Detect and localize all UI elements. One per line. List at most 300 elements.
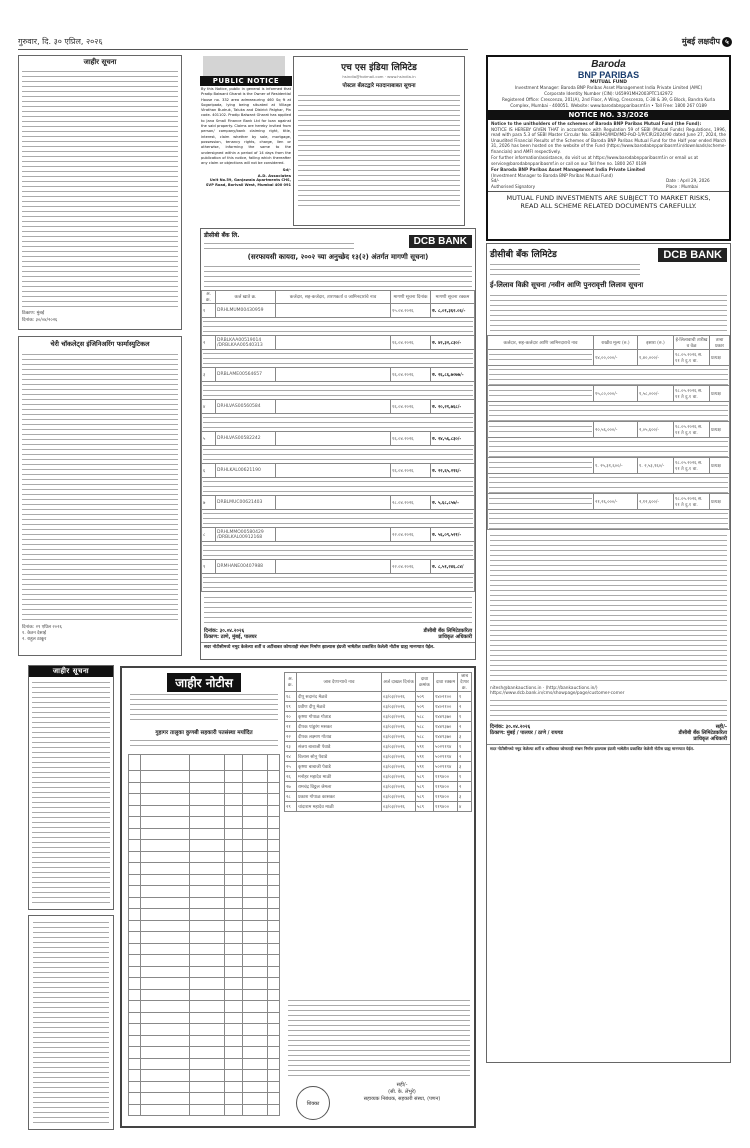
table-cell	[141, 909, 190, 921]
property-address	[488, 402, 730, 422]
table-cell	[243, 886, 267, 898]
jahir-notice-body	[288, 998, 470, 1078]
table-cell	[141, 840, 190, 852]
table-cell	[129, 771, 141, 783]
cell-name: चांदाराम महादेव माळी	[297, 802, 382, 812]
property-address	[488, 366, 730, 386]
table-row	[129, 874, 280, 886]
authorised-signatory: Authorised Signatory	[491, 183, 536, 189]
table-cell	[267, 943, 279, 955]
table-cell	[190, 1058, 225, 1070]
table-cell	[141, 794, 190, 806]
col-header: अ. क्र.	[285, 673, 297, 692]
jahir-notice-officer-title: सहाय्यक निबंधक, सहकारी संस्था, (पणन)	[363, 1096, 441, 1102]
table-cell	[243, 794, 267, 806]
table-cell	[141, 1047, 190, 1059]
auction-footer: सदर नोटीसीमध्ये नमूद केलेल्या शर्ती व अटींबाबत कोणताही संभ्रम निर्माण झाल्यास इंग्रजी भाषेतील प्रकाशित केलेली नोटीस ग्राह्य मानण्यात येईल.	[487, 744, 730, 753]
notice-number: NOTICE NO. 33/2026	[488, 110, 729, 120]
table-row	[202, 528, 475, 542]
account-number: DRHLVAS00582242	[216, 432, 276, 446]
cell-amount: १४०२१००	[434, 692, 458, 702]
auction-datetime: १८.०५.२०२६ स. ११ ते दु.१ वा.	[674, 458, 710, 474]
baroda-logo-top: Baroda	[591, 59, 626, 70]
dcb-officer: प्राधिकृत अधिकारी	[438, 634, 472, 640]
table-cell	[224, 1081, 242, 1093]
paper-title: मुंबई लक्षदीप	[681, 37, 720, 46]
dcb-right-title: डीसीबी बँक लिमिटेड	[490, 250, 557, 260]
table-row	[285, 712, 472, 722]
baroda-bnp-notice	[486, 55, 731, 241]
jahir-notice-sub	[130, 738, 278, 748]
table-row	[129, 966, 280, 978]
property-address	[202, 574, 475, 592]
reserve-price: १५,८०,०००/-	[594, 386, 638, 402]
borrower-names	[488, 350, 594, 366]
hs-india-subtitle: पोस्टल बॅलटद्वारे मतदानाबाबत सूचना	[342, 83, 416, 89]
jahir-suchna-notice-1	[18, 55, 182, 330]
table-header-row	[285, 673, 472, 692]
jahir-notice-sd: सही/-	[396, 1082, 408, 1088]
notice-body: NOTICE IS HEREBY GIVEN THAT in accordance with Regulation 59 of SEBI (Mutual Funds) Regulations, 1996, read with para 5.3 of SEBI Master Circular No. SEBI/HO/IMD/IMD-PoD-1/P/CIR/2024/90 dated June 27, 2024, the Unaudited Financial Results of the Schemes of Baroda BNP Paribas Mutual Fund for the Half year ended March 31, 2026 has been hosted on the website of the Fund (https://www.barodabnpparibasmf.in/downloads/scheme-financials) and AMFI respectively.	[491, 126, 726, 154]
table-cell	[141, 955, 190, 967]
jahir-notice-section: गुहागर तालुका कुणबी सहकारी पतसंस्था मर्यादित	[155, 730, 253, 736]
table-cell	[224, 1058, 242, 1070]
col-header: अ. क्र.	[202, 291, 216, 304]
account-number: DRMHANE00407988	[216, 560, 276, 574]
table-row	[129, 897, 280, 909]
table-row	[129, 1070, 280, 1082]
reserve-price: १४,००,०००/-	[594, 350, 638, 366]
table-cell	[190, 989, 225, 1001]
contact-email[interactable]: nitesh@bankauctions.in	[490, 686, 542, 691]
table-cell	[243, 1058, 267, 1070]
table-cell	[190, 1047, 225, 1059]
table-cell	[224, 932, 242, 944]
cell-name: विलास सोनू पेवाडे	[297, 752, 382, 762]
table-cell	[141, 1035, 190, 1047]
dcb-demand-notice	[200, 228, 476, 660]
table-cell	[190, 966, 225, 978]
col-header: मागणी सूचना रक्कम	[431, 291, 475, 304]
table-row	[202, 304, 475, 318]
property-address	[488, 510, 730, 530]
table-row	[285, 792, 472, 802]
table-cell	[267, 920, 279, 932]
table-cell	[224, 794, 242, 806]
left-respondents-table	[128, 754, 280, 1116]
public-notice	[200, 76, 292, 226]
table-cell	[267, 874, 279, 886]
dcb-demand-title: (सरफायसी कायदा, २००२ च्या अनुच्छेद १३(२) अंतर्गत मागणी सूचना)	[247, 253, 429, 261]
borrower-names	[276, 560, 391, 574]
table-cell	[129, 1047, 141, 1059]
table-cell	[129, 920, 141, 932]
cell-amount: ११९४००	[434, 792, 458, 802]
table-cell	[224, 1047, 242, 1059]
jahir-notice-header-text	[130, 692, 278, 724]
table-cell	[267, 989, 279, 1001]
table-cell	[190, 863, 225, 875]
cell-amount: ११९४००	[434, 782, 458, 792]
auction-datetime: १८.०५.२०२६ स. ११ ते दु.१ वा.	[674, 422, 710, 438]
table-cell	[190, 1001, 225, 1013]
address-row	[488, 510, 730, 530]
address-row	[202, 318, 475, 336]
table-cell	[224, 1104, 242, 1116]
col-header: कर्ज खाते क्र.	[216, 291, 276, 304]
table-cell	[224, 1001, 242, 1013]
notice-date: १६.०४.२०२६	[391, 336, 431, 350]
table-cell	[267, 1093, 279, 1105]
issue-date: गुरुवार, दि. ३० एप्रिल, २०२६	[18, 37, 103, 46]
table-cell	[141, 828, 190, 840]
auction-datetime: १८.०५.२०२६ स. ११ ते दु.१ वा.	[674, 350, 710, 366]
dcb-auction-notice	[486, 243, 731, 1063]
table-cell	[129, 1093, 141, 1105]
table-row	[129, 932, 280, 944]
borrower-names	[276, 304, 391, 318]
table-cell	[190, 1070, 225, 1082]
cell-claim: ५८९	[416, 792, 434, 802]
notice-heading: Notice to the unitholders of the schemes of Baroda BNP Paribas Mutual Fund (the Fund):	[491, 121, 702, 126]
table-cell	[129, 794, 141, 806]
cell-no: २८	[285, 792, 297, 802]
table-row	[285, 772, 472, 782]
cell-resp: ४	[458, 802, 472, 812]
table-cell	[243, 874, 267, 886]
notice-date: Date : April 29, 2026	[666, 178, 710, 183]
table-row	[129, 794, 280, 806]
property-address	[202, 414, 475, 432]
paper-name	[682, 36, 732, 47]
dcb-bank-signoff: डीसीबी बँक लिमिटेडकरिता	[423, 628, 472, 634]
table-cell	[129, 1081, 141, 1093]
possession-type: प्रत्यक्ष	[710, 494, 730, 510]
table-cell	[190, 1081, 225, 1093]
col-header: दावा रक्कम	[434, 673, 458, 692]
cell-resp: २	[458, 752, 472, 762]
table-row	[129, 1012, 280, 1024]
public-notice-signatory: A.D. Associates	[257, 172, 291, 178]
table-cell	[129, 955, 141, 967]
page-number: ५	[722, 37, 732, 47]
table-cell	[267, 1104, 279, 1116]
dcb-demand-closing-text	[204, 595, 472, 625]
table-cell	[243, 1012, 267, 1024]
cell-date: ०३/०३/२०२६	[382, 772, 416, 782]
disclaimer-line-2: READ ALL SCHEME RELATED DOCUMENTS CAREFULLY.	[520, 202, 697, 210]
cell-name: दीपू सदानंद मेळवे	[297, 692, 382, 702]
cell-amount: ५०२९११४	[434, 762, 458, 772]
table-row	[488, 386, 730, 402]
notice-date: १६.०४.२०२६	[391, 368, 431, 382]
col-header	[267, 755, 279, 771]
table-row	[129, 909, 280, 921]
table-cell	[267, 817, 279, 829]
cell-resp: २	[458, 702, 472, 712]
table-row	[202, 432, 475, 446]
table-cell	[267, 828, 279, 840]
table-row	[285, 782, 472, 792]
table-cell	[129, 851, 141, 863]
table-row	[129, 805, 280, 817]
table-row	[129, 943, 280, 955]
table-cell	[224, 840, 242, 852]
table-row	[129, 851, 280, 863]
col-header: अर्ज दाखल दिनांक	[382, 673, 416, 692]
dcb-footer: सदर नोटीसीमध्ये नमूद केलेल्या शर्ती व अटींबाबत कोणताही संभ्रम निर्माण झाल्यास इंग्रजी भाषेतील प्रकाशित केलेली नोटीस ग्राह्य मानण्यात येईल.	[201, 642, 475, 651]
table-cell	[243, 782, 267, 794]
table-cell	[267, 1001, 279, 1013]
auction-table	[487, 335, 730, 530]
row-number: ३	[202, 368, 216, 382]
col-header: राखीव मूल्य (रु.)	[594, 336, 638, 350]
table-row	[488, 494, 730, 510]
property-address	[202, 446, 475, 464]
account-number: DRHLMMO00580429 /DRBLKAL00912168	[216, 528, 276, 542]
table-cell	[267, 1058, 279, 1070]
col-header: कर्जदार, सह-कर्जदार, तारणकर्ता व जामिनदारांचे नाव	[276, 291, 391, 304]
registered-office: Registered Office: Crescenzo, 201(A), 2nd Floor, A Wing, Crescenzo, C-38 & 39, G Block, Bandra Kurla Complex, Mumbai - 400051. Website: www.barodabnpparibasmf.in • Toll Free: 1800 267 0189	[501, 97, 716, 108]
row-number: ८	[202, 528, 216, 542]
emd-amount: १,५८,०००/-	[638, 386, 674, 402]
table-cell	[141, 989, 190, 1001]
demand-amount: रु. ५६,०९,५२१/-	[431, 528, 475, 542]
table-cell	[129, 840, 141, 852]
col-header: मागणी सूचना दिनांक	[391, 291, 431, 304]
table-cell	[267, 897, 279, 909]
table-cell	[243, 966, 267, 978]
hs-india-email: hsindia@hotmail.com	[342, 74, 384, 79]
table-row	[129, 989, 280, 1001]
cell-date: ०३/०३/२०२६	[382, 762, 416, 772]
table-row	[202, 336, 475, 350]
row-number: ४	[202, 400, 216, 414]
table-row	[129, 771, 280, 783]
borrower-names	[488, 422, 594, 438]
table-cell	[190, 1104, 225, 1116]
notice-place: Place : Mumbai	[666, 183, 698, 189]
col-header	[243, 755, 267, 771]
table-cell	[129, 874, 141, 886]
table-row	[129, 782, 280, 794]
table-row	[129, 1081, 280, 1093]
table-row	[285, 702, 472, 712]
table-cell	[224, 817, 242, 829]
col-header: ई-लिलावाची तारीख व वेळ	[674, 336, 710, 350]
official-seal: शिक्का	[296, 1086, 330, 1120]
table-cell	[190, 851, 225, 863]
table-cell	[141, 1081, 190, 1093]
table-row	[129, 828, 280, 840]
row-number: ६	[202, 464, 216, 478]
table-cell	[129, 817, 141, 829]
table-cell	[267, 886, 279, 898]
investment-manager: Investment Manager: Baroda BNP Paribas Asset Management India Private Limited (AMC)	[514, 85, 703, 90]
table-cell	[243, 1093, 267, 1105]
cell-name: कृष्णा गोपाळ गोताड	[297, 712, 382, 722]
table-cell	[141, 782, 190, 794]
emd-amount: १,४०,०००/-	[638, 350, 674, 366]
table-cell	[224, 966, 242, 978]
notice-date: १६.०४.२०२६	[391, 400, 431, 414]
cell-name: दीपक पांडुरंग मसकर	[297, 722, 382, 732]
dcb-sign-place: ठिकाण: ठाणे, मुंबई, पालघर	[204, 634, 257, 640]
cell-amount: १४४९३७०	[434, 732, 458, 742]
table-cell	[190, 909, 225, 921]
table-cell	[243, 932, 267, 944]
table-header-row	[129, 755, 280, 771]
table-cell	[243, 1104, 267, 1116]
table-row	[285, 742, 472, 752]
row-number: १	[202, 304, 216, 318]
table-cell	[224, 943, 242, 955]
cell-no: २०	[285, 712, 297, 722]
table-cell	[243, 920, 267, 932]
hs-india-title: एच एस इंडिया लिमिटेड	[341, 63, 417, 73]
notice-date: १६.०४.२०२६	[391, 432, 431, 446]
table-row	[285, 692, 472, 702]
demand-amount: रु. ४२,३२,८३०/-	[431, 336, 475, 350]
hs-india-body	[298, 93, 460, 208]
table-row	[129, 1093, 280, 1105]
table-cell	[129, 989, 141, 1001]
cell-amount: १४४९३७०	[434, 712, 458, 722]
table-cell	[267, 805, 279, 817]
table-cell	[224, 1035, 242, 1047]
cell-claim: ५८९	[416, 772, 434, 782]
address-row	[202, 350, 475, 368]
cell-amount: ५०२९११४	[434, 742, 458, 752]
public-notice-sd: Sd/-	[282, 167, 291, 173]
table-cell	[129, 782, 141, 794]
col-header	[141, 755, 190, 771]
table-cell	[243, 817, 267, 829]
baroda-logo	[488, 57, 729, 85]
row-number: २	[202, 336, 216, 350]
auction-contact: nitesh@bankauctions.in · (http://bankauctions.in/)	[490, 686, 598, 691]
public-notice-address: Unit No.59, Ganjawala Apartments CHS, SVP Road, Borivali West, Mumbai 400 091	[205, 178, 291, 188]
table-row	[285, 722, 472, 732]
auction-title: ई-लिलाव विक्री सूचना /नवीन आणि पुनरावृत्ती लिलाव सूचना	[490, 281, 644, 289]
header-rule	[18, 49, 468, 50]
table-row	[202, 400, 475, 414]
borrower-names	[276, 464, 391, 478]
table-cell	[190, 932, 225, 944]
table-header-row	[202, 291, 475, 304]
cell-no: १८	[285, 692, 297, 702]
cell-name: संजय बाबाजी पेवाडे	[297, 742, 382, 752]
table-row	[129, 978, 280, 990]
table-cell	[190, 840, 225, 852]
table-cell	[243, 851, 267, 863]
table-cell	[190, 1035, 225, 1047]
signer-2: २. राहुल ठाकूर	[22, 637, 47, 642]
col-header: ताबा प्रकार	[710, 336, 730, 350]
table-cell	[190, 1093, 225, 1105]
table-row	[129, 1104, 280, 1116]
demand-amount: रु. ८,०१,३६२.०६/-	[431, 304, 475, 318]
cell-resp: १	[458, 692, 472, 702]
cell-date: ०३/०३/२०२६	[382, 712, 416, 722]
notice-title: जाहीर सूचना	[29, 666, 113, 677]
dcb-bank-name: डीसीबी बँक लि.	[204, 232, 240, 239]
possession-type: प्रत्यक्ष	[710, 350, 730, 366]
auction-site-link[interactable]: (http://bankauctions.in/)	[545, 686, 598, 691]
dcb-website[interactable]: https://www.dcb.bank.in/cms/showpage/page/customer-corner	[490, 691, 625, 696]
table-cell	[141, 771, 190, 783]
notice-place: ठिकाण: मुंबई	[22, 311, 45, 316]
public-notice-body: By this Notice, public in general is informed that Pradip Balwant Gharat is the Owner of Residential House no. 332 area admeasuring 460 Sq ft at Sogaripada, lying being situated at Village Virathan Budruk, Taluka and District Palghar, Pin code- 401102. Pradip Balwant Gharat has applied to Jana Small Finance Bank Ltd for loan against the said property. Claims are hereby invited from person/ company/bank claiming right, title, interest, claim whether by sale, mortgage, possession, tenancy rights, charge, lien or otherwise, informing the same to the undersigned within a period of 14 days from the publication of this notice, failing which thereafter any claim or objections will not be considered.	[201, 87, 291, 166]
table-cell	[243, 943, 267, 955]
table-row	[202, 496, 475, 510]
table-cell	[141, 897, 190, 909]
table-cell	[190, 828, 225, 840]
cell-date: ०३/०३/२०२६	[382, 802, 416, 812]
company-notice	[18, 336, 182, 656]
account-number: DRHLMUM00430959	[216, 304, 276, 318]
account-number: DRHLKAL00621190	[216, 464, 276, 478]
table-cell	[224, 851, 242, 863]
table-cell	[267, 1024, 279, 1036]
table-row	[129, 955, 280, 967]
notice-date: २८.०४.२०२६	[391, 496, 431, 510]
address-row	[202, 510, 475, 528]
cell-no: २२	[285, 732, 297, 742]
table-cell	[190, 874, 225, 886]
table-cell	[267, 851, 279, 863]
cin: Corporate Identity Number (CIN): U65991MH2003PTC142972	[544, 90, 673, 96]
table-cell	[267, 1070, 279, 1082]
table-cell	[190, 794, 225, 806]
table-cell	[141, 932, 190, 944]
col-header: जाब देणाऱ्याचे नाव	[297, 673, 382, 692]
table-cell	[141, 817, 190, 829]
auction-place: ठिकाण: मुंबई / पालघर / ठाणे / रायगड	[490, 730, 563, 736]
table-cell	[267, 1012, 279, 1024]
auction-bank-signoff: डीसीबी बँक लिमिटेडकरिता	[678, 730, 727, 736]
table-cell	[141, 1001, 190, 1013]
property-address	[202, 350, 475, 368]
table-row	[129, 840, 280, 852]
table-cell	[190, 978, 225, 990]
table-cell	[267, 1081, 279, 1093]
table-cell	[243, 840, 267, 852]
company-role: (Investment Manager to Baroda BNP Paribas Mutual Fund)	[491, 172, 613, 178]
table-cell	[267, 955, 279, 967]
table-cell	[243, 978, 267, 990]
cell-claim: ५९१	[416, 762, 434, 772]
table-row	[129, 1035, 280, 1047]
hs-india-notice	[293, 56, 465, 226]
table-cell	[243, 1001, 267, 1013]
table-row	[129, 1058, 280, 1070]
jahir-notice-officer-name: (सी. के. लेंभुरे)	[388, 1089, 416, 1095]
table-cell	[224, 1024, 242, 1036]
cell-date: ०३/०३/२०२६	[382, 792, 416, 802]
disclaimer-line-1: MUTUAL FUND INVESTMENTS ARE SUBJECT TO MARKET RISKS,	[506, 194, 711, 202]
table-cell	[129, 805, 141, 817]
table-cell	[190, 897, 225, 909]
address-row	[202, 478, 475, 496]
col-header: इसारा (रु.)	[638, 336, 674, 350]
table-cell	[141, 1024, 190, 1036]
borrower-names	[276, 368, 391, 382]
auction-datetime: १८.०५.२०२६ स. ११ ते दु.१ वा.	[674, 494, 710, 510]
table-cell	[243, 1024, 267, 1036]
table-cell	[141, 978, 190, 990]
table-cell	[224, 897, 242, 909]
